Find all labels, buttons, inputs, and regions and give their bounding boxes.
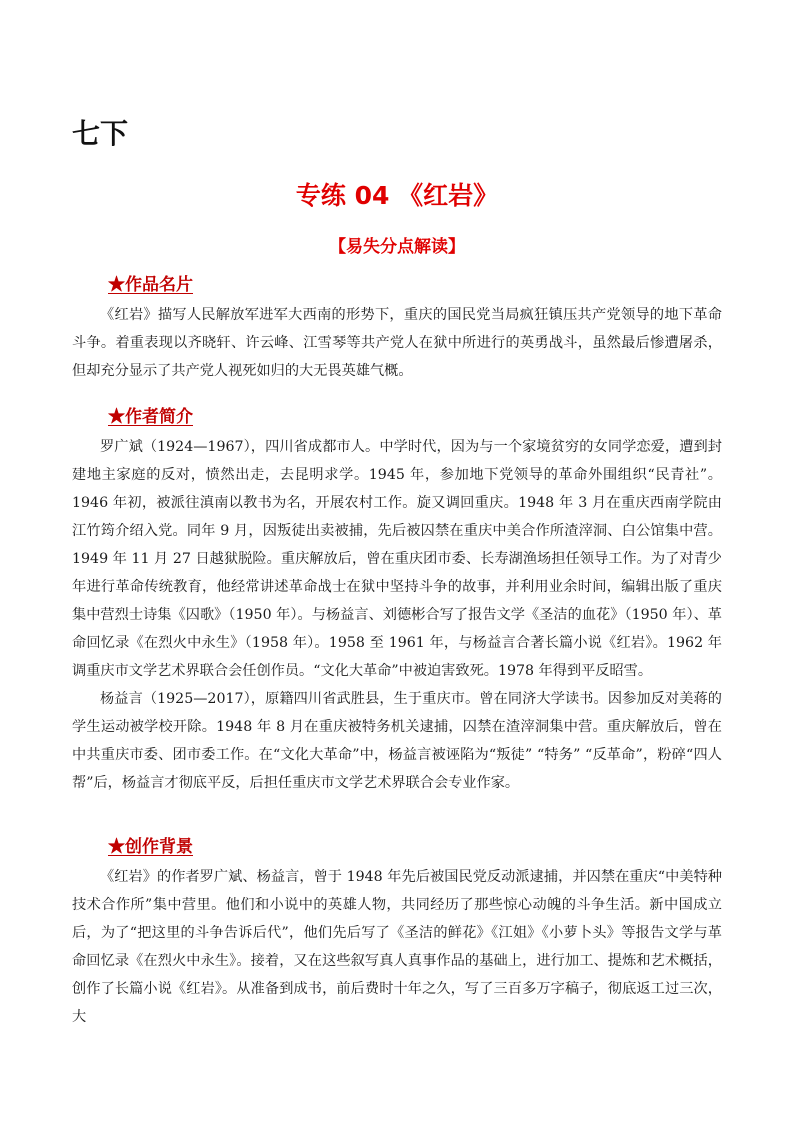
paragraph-author-yang: 杨益言（1925—2017），原籍四川省武胜县，生于重庆市。曾在同济大学读书。因参加反对美蒋的学生运动被学校开除。1948 年 8 月在重庆被特务机关逮捕，囚禁在渣滓洞集中营。重庆解放后，曾在中共重庆市委、团市委工作。在“文化大革命”中，杨益言被诬陷为“叛徒” “特务” “反革命”，粉碎“四人帮”后，杨益言才彻底平反，后担任重庆市文学艺术界联合会专业作家。 — [72, 691, 722, 791]
section-work-card — [72, 270, 722, 385]
page-subtitle: 【易失分点解读】 — [329, 237, 465, 257]
section-heading-background: ★创作背景 — [108, 837, 193, 857]
paragraph-background: 《红岩》的作者罗广斌、杨益言，曾于 1948 年先后被国民党反动派逮捕，并囚禁在重庆“中美特种技术合作所”集中营里。他们和小说中的英雄人物，共同经历了那些惊心动魄的斗争生活。新中国成立后，为了“把这里的斗争告诉后代”，他们先后写了《圣洁的鲜花》《江姐》《小萝卜头》等报告文学与革命回忆录《在烈火中永生》。接着，又在这些叙写真人真事作品的基础上，进行加工、提炼和艺术概括，创作了长篇小说《红岩》。从准备到成书，前后费时十年之久，写了三百多万字稿子，彻底返工过三次，大 — [72, 869, 722, 1025]
paragraph-author-luo: 罗广斌（1924—1967），四川省成都市人。中学时代，因为与一个家境贫穷的女同学恋爱，遭到封建地主家庭的反对，愤然出走，去昆明求学。1945 年，参加地下党领导的革命外围组织“民青社”。1946 年初，被派往滇南以教书为名，开展农村工作。旋又调回重庆。1948 年 3 月在重庆西南学院由江竹筠介绍入党。同年 9 月，因叛徒出卖被捕，先后被囚禁在重庆中美合作所渣滓洞、白公馆集中营。1949 年 11 月 27 日越狱脱险。重庆解放后，曾在重庆团市委、长寿湖渔场担任领导工作。为了对青少年进行革命传统教育，他经常讲述革命战士在狱中坚持斗争的故事，并利用业余时间，编辑出版了重庆集中营烈士诗集《囚歌》（1950 年）。与杨益言、刘德彬合写了报告文学《圣洁的血花》（1950 年）、革命回忆录《在烈火中永生》（1958 年）。1958 至 1961 年，与杨益言合著长篇小说《红岩》。1962 年调重庆市文学艺术界联合会任创作员。“文化大革命”中被迫害致死。1978 年得到平反昭雪。 — [72, 439, 722, 679]
section-heading-work-card: ★作品名片 — [108, 275, 193, 295]
section-background — [72, 832, 722, 1031]
paragraph-work-card: 《红岩》描写人民解放军进军大西南的形势下，重庆的国民党当局疯狂镇压共产党领导的地下革命斗争。着重表现以齐晓轩、许云峰、江雪琴等共产党人在狱中所进行的英勇战斗，虽然最后惨遭屠杀，但却充分显示了共产党人视死如归的大无畏英雄气概。 — [72, 307, 722, 379]
page-title: 专练 04 《红岩》 — [295, 181, 499, 210]
section-author-intro — [72, 402, 722, 797]
section-heading-author-intro: ★作者简介 — [108, 407, 193, 427]
grade-label: 七下 — [72, 117, 129, 150]
